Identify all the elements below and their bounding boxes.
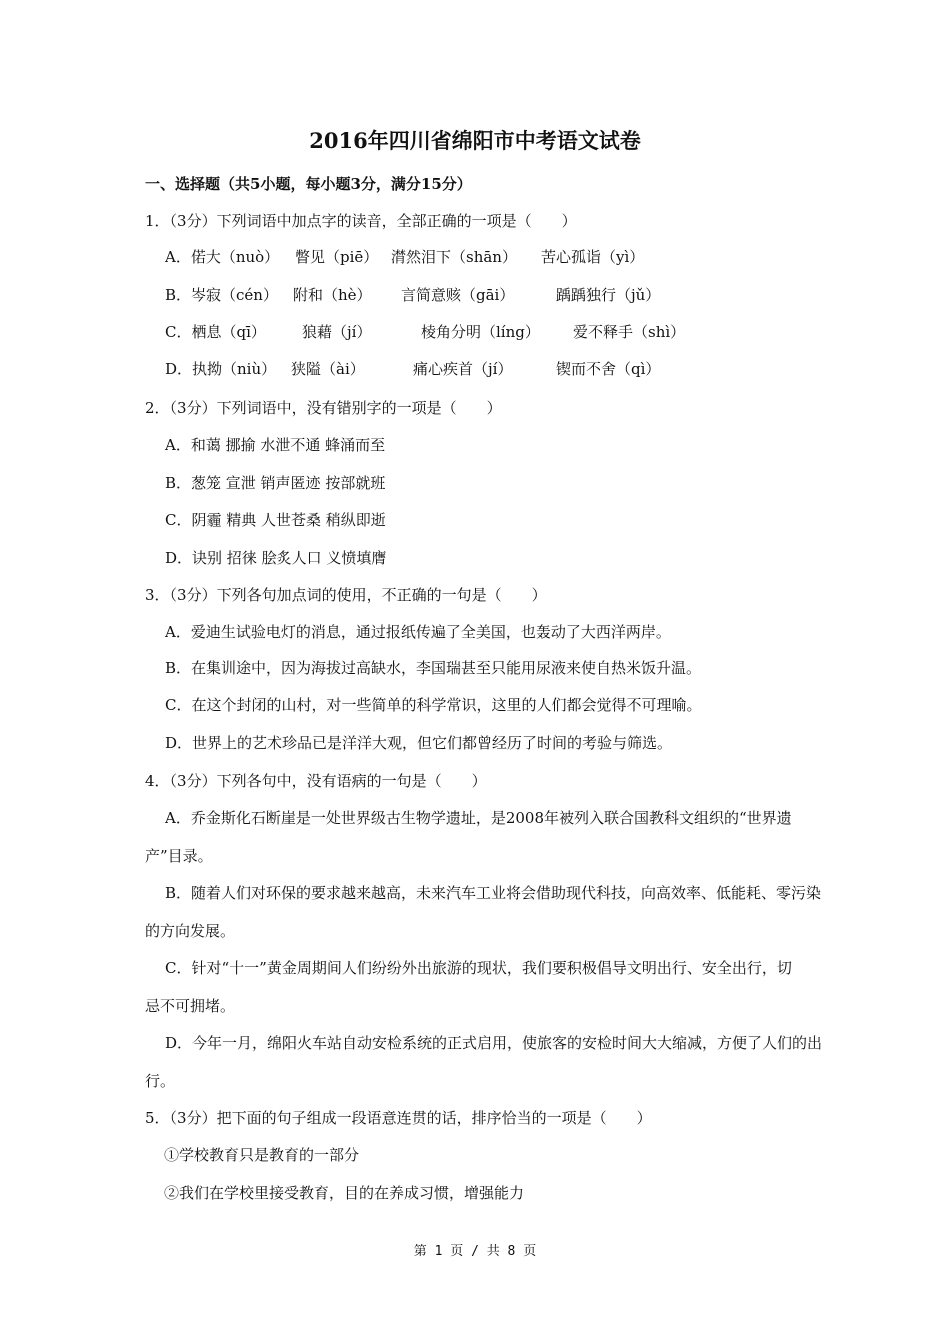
option-term: D．执拗（niù） [165,360,277,378]
option-term: 苦心孤诣（yì） [541,248,645,266]
option-continued: 的方向发展。 [145,922,236,940]
page-title: 2016年四川省绵阳市中考语文试卷 [309,128,641,153]
list-item: ①学校教育只是教育的一部分 [164,1146,360,1164]
option: B．在集训途中，因为海拔过高缺水，李国瑞甚至只能用尿液来使自热米饭升温。 [165,659,702,677]
option-term: 锲而不舍（qì） [556,360,661,378]
question-stem: 2．（3分）下列词语中，没有错别字的一项是（ ） [145,399,502,417]
option: C．在这个封闭的山村，对一些简单的科学常识，这里的人们都会觉得不可理喻。 [165,696,702,714]
option: B．随着人们对环保的要求越来越高，未来汽车工业将会借助现代科技，向高效率、低能耗、零污染 [165,884,822,902]
option: A．和蔼 挪揄 水泄不通 蜂涌而至 [165,436,386,454]
option-term: 狼藉（jí） [302,323,372,341]
question-stem: 1．（3分）下列词语中加点字的读音，全部正确的一项是（ ） [145,212,577,230]
option-term: 潸然泪下（shān） [391,248,517,266]
option-term: B．岑寂（cén） [165,286,278,304]
section-heading: 一、选择题（共5小题，每小题3分，满分15分） [145,175,472,193]
page-footer: 第 1 页 / 共 8 页 [413,1244,537,1259]
option: A．爱迪生试验电灯的消息，通过报纸传遍了全美国，也轰动了大西洋两岸。 [165,623,671,641]
option-term: C．栖息（qī） [165,323,266,341]
option-term: A．偌大（nuò） [165,248,280,266]
option-continued: 产”目录。 [145,847,213,865]
option-term: 瞥见（piē） [295,248,379,266]
option: D．诀别 招徕 脍炙人口 义愤填膺 [165,549,387,567]
question-stem: 5．（3分）把下面的句子组成一段语意连贯的话，排序恰当的一项是（ ） [145,1109,652,1127]
option: B．葱笼 宣泄 销声匿迹 按部就班 [165,474,386,492]
question-stem: 3．（3分）下列各句加点词的使用，不正确的一句是（ ） [145,586,547,604]
option-term: 踽踽独行（jǔ） [556,286,661,304]
list-item: ②我们在学校里接受教育，目的在养成习惯，增强能力 [164,1184,525,1202]
question-stem: 4．（3分）下列各句中，没有语病的一句是（ ） [145,772,487,790]
option: D．世界上的艺术珍品已是洋洋大观，但它们都曾经历了时间的考验与筛选。 [165,734,673,752]
option-term: 附和（hè） [293,286,372,304]
option: A．乔金斯化石断崖是一处世界级古生物学遗址，是2008年被列入联合国教科文组织的“世界遗 [165,809,792,827]
option-term: 痛心疾首（jí） [413,360,513,378]
option-term: 棱角分明（líng） [421,323,540,341]
option: D．今年一月，绵阳火车站自动安检系统的正式启用，使旅客的安检时间大大缩减，方便了人们的出 [165,1034,823,1052]
option: C．针对“十一”黄金周期间人们纷纷外出旅游的现状，我们要积极倡导文明出行、安全出行，切 [165,959,792,977]
option-term: 爱不释手（shì） [573,323,686,341]
option: C．阴霾 精典 人世苍桑 稍纵即逝 [165,511,386,529]
option-continued: 行。 [145,1072,176,1090]
option-term: 言简意赅（gāi） [401,286,515,304]
option-continued: 忌不可拥堵。 [145,997,236,1015]
option-term: 狭隘（ài） [291,360,365,378]
